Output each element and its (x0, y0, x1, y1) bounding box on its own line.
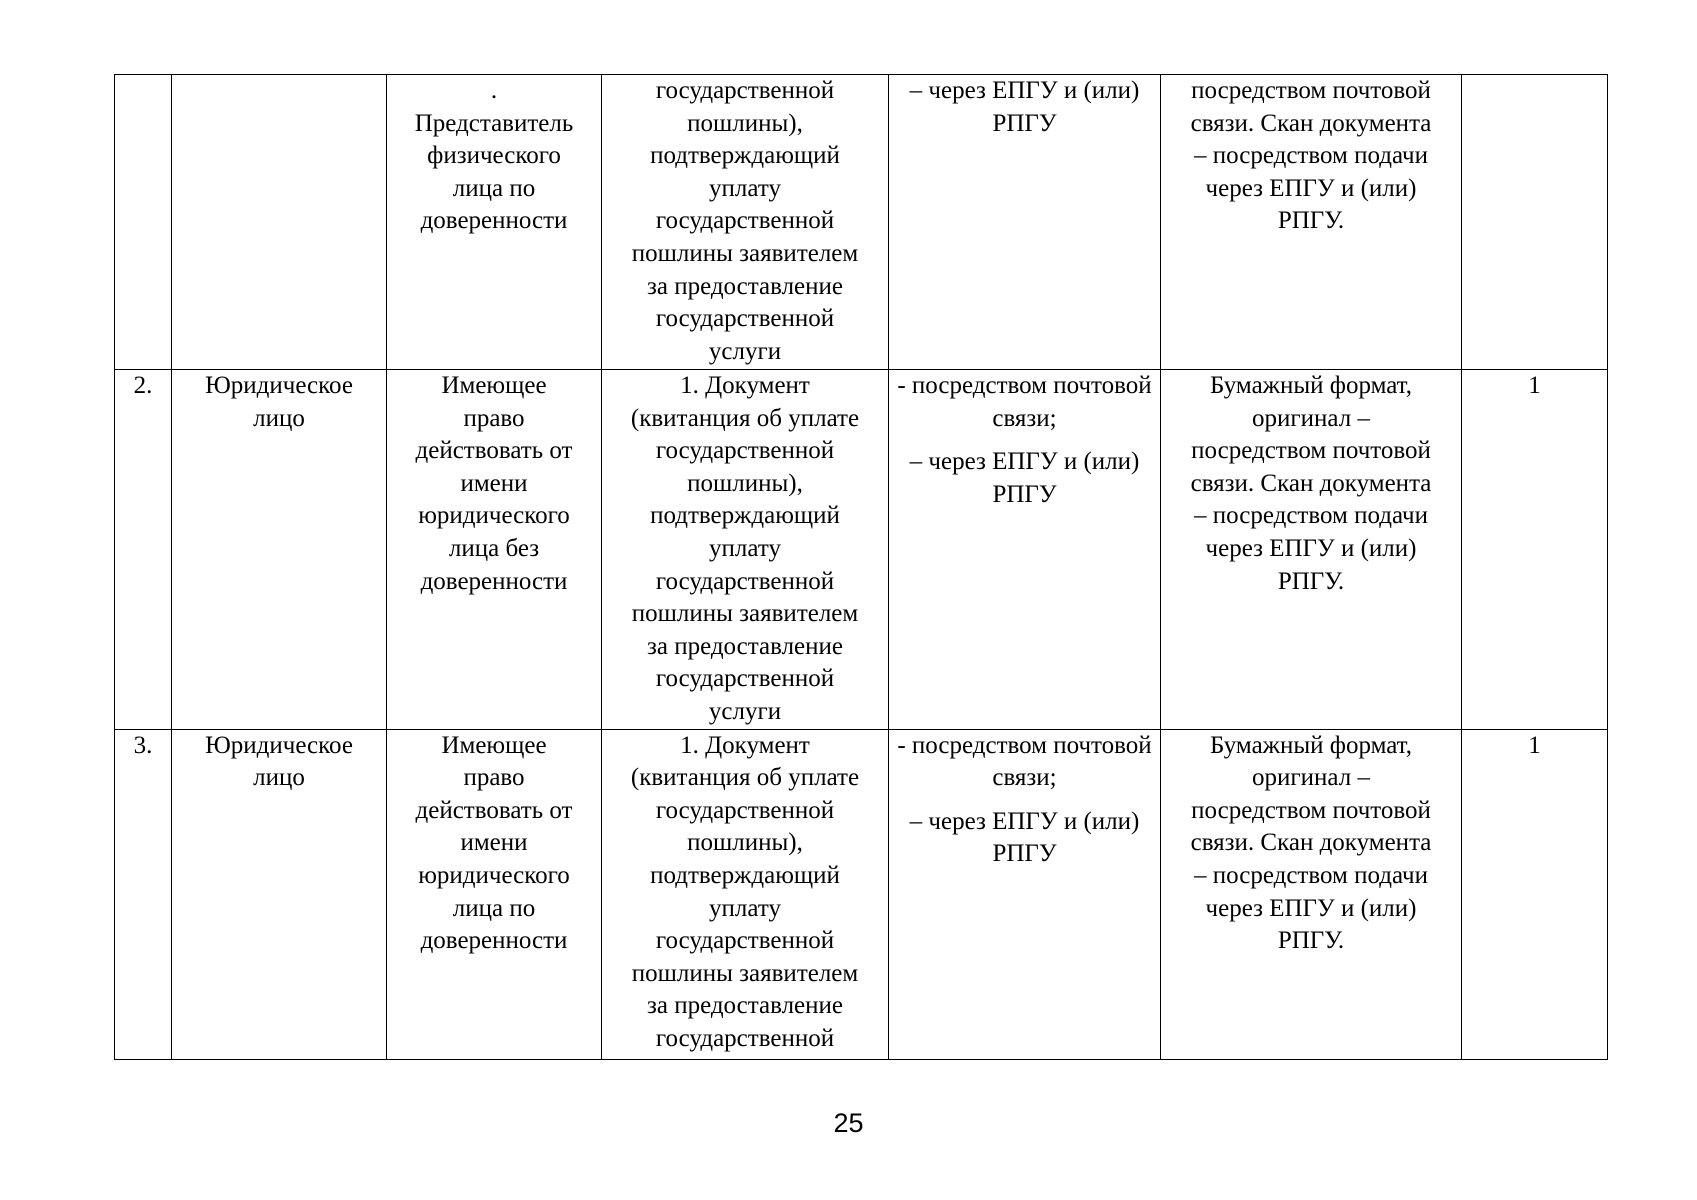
submission-method-item: – через ЕПГУ и (или) РПГУ (909, 448, 1140, 508)
applicant-category-cell: Юридическое лицо (172, 370, 387, 730)
table-row (115, 75, 1608, 370)
applicant-category-cell: Юридическое лицо (172, 729, 387, 1059)
row-number-cell (115, 75, 172, 370)
row-number-cell: 2. (115, 370, 172, 730)
submission-method-cell (889, 75, 1161, 370)
table-row (115, 370, 1608, 730)
applicant-authority-cell: . Представитель физического лица по доверенности (387, 75, 602, 370)
document-cell: 1. Документ (квитанция об уплате государственной пошлины), подтверждающий уплату государственной пошлины заявителем за предоставление государственной (602, 729, 889, 1059)
submission-method-item: – через ЕПГУ и (или) РПГУ (909, 77, 1140, 137)
applicant-authority-cell: Имеющее право действовать от имени юридического лица по доверенности (387, 729, 602, 1059)
row-number-cell: 3. (115, 729, 172, 1059)
submission-method-item: - посредством почтовой связи; (897, 372, 1152, 432)
applicant-category-cell (172, 75, 387, 370)
document-format-cell: посредством почтовой связи. Скан документа – посредством подачи через ЕПГУ и (или) РПГУ. (1161, 75, 1462, 370)
services-table (114, 74, 1608, 1060)
document-count-cell: 1 (1462, 370, 1608, 730)
document-cell: 1. Документ (квитанция об уплате государственной пошлины), подтверждающий уплату государственной пошлины заявителем за предоставление государственной услуги (602, 370, 889, 730)
applicant-authority-cell: Имеющее право действовать от имени юридического лица без доверенности (387, 370, 602, 730)
document-count-cell (1462, 75, 1608, 370)
document-format-cell: Бумажный формат, оригинал – посредством почтовой связи. Скан документа – посредством подачи через ЕПГУ и (или) РПГУ. (1161, 370, 1462, 730)
page-number: 25 (833, 1108, 864, 1138)
document-cell: государственной пошлины), подтверждающий уплату государственной пошлины заявителем за предоставление государственной услуги (602, 75, 889, 370)
document-format-cell: Бумажный формат, оригинал – посредством почтовой связи. Скан документа – посредством подачи через ЕПГУ и (или) РПГУ. (1161, 729, 1462, 1059)
document-count-cell: 1 (1462, 729, 1608, 1059)
submission-method-item: - посредством почтовой связи; (897, 731, 1152, 792)
submission-method-cell (889, 729, 1161, 1059)
table-row (115, 729, 1608, 1059)
submission-method-item: – через ЕПГУ и (или) РПГУ (909, 807, 1140, 868)
submission-method-cell (889, 370, 1161, 730)
